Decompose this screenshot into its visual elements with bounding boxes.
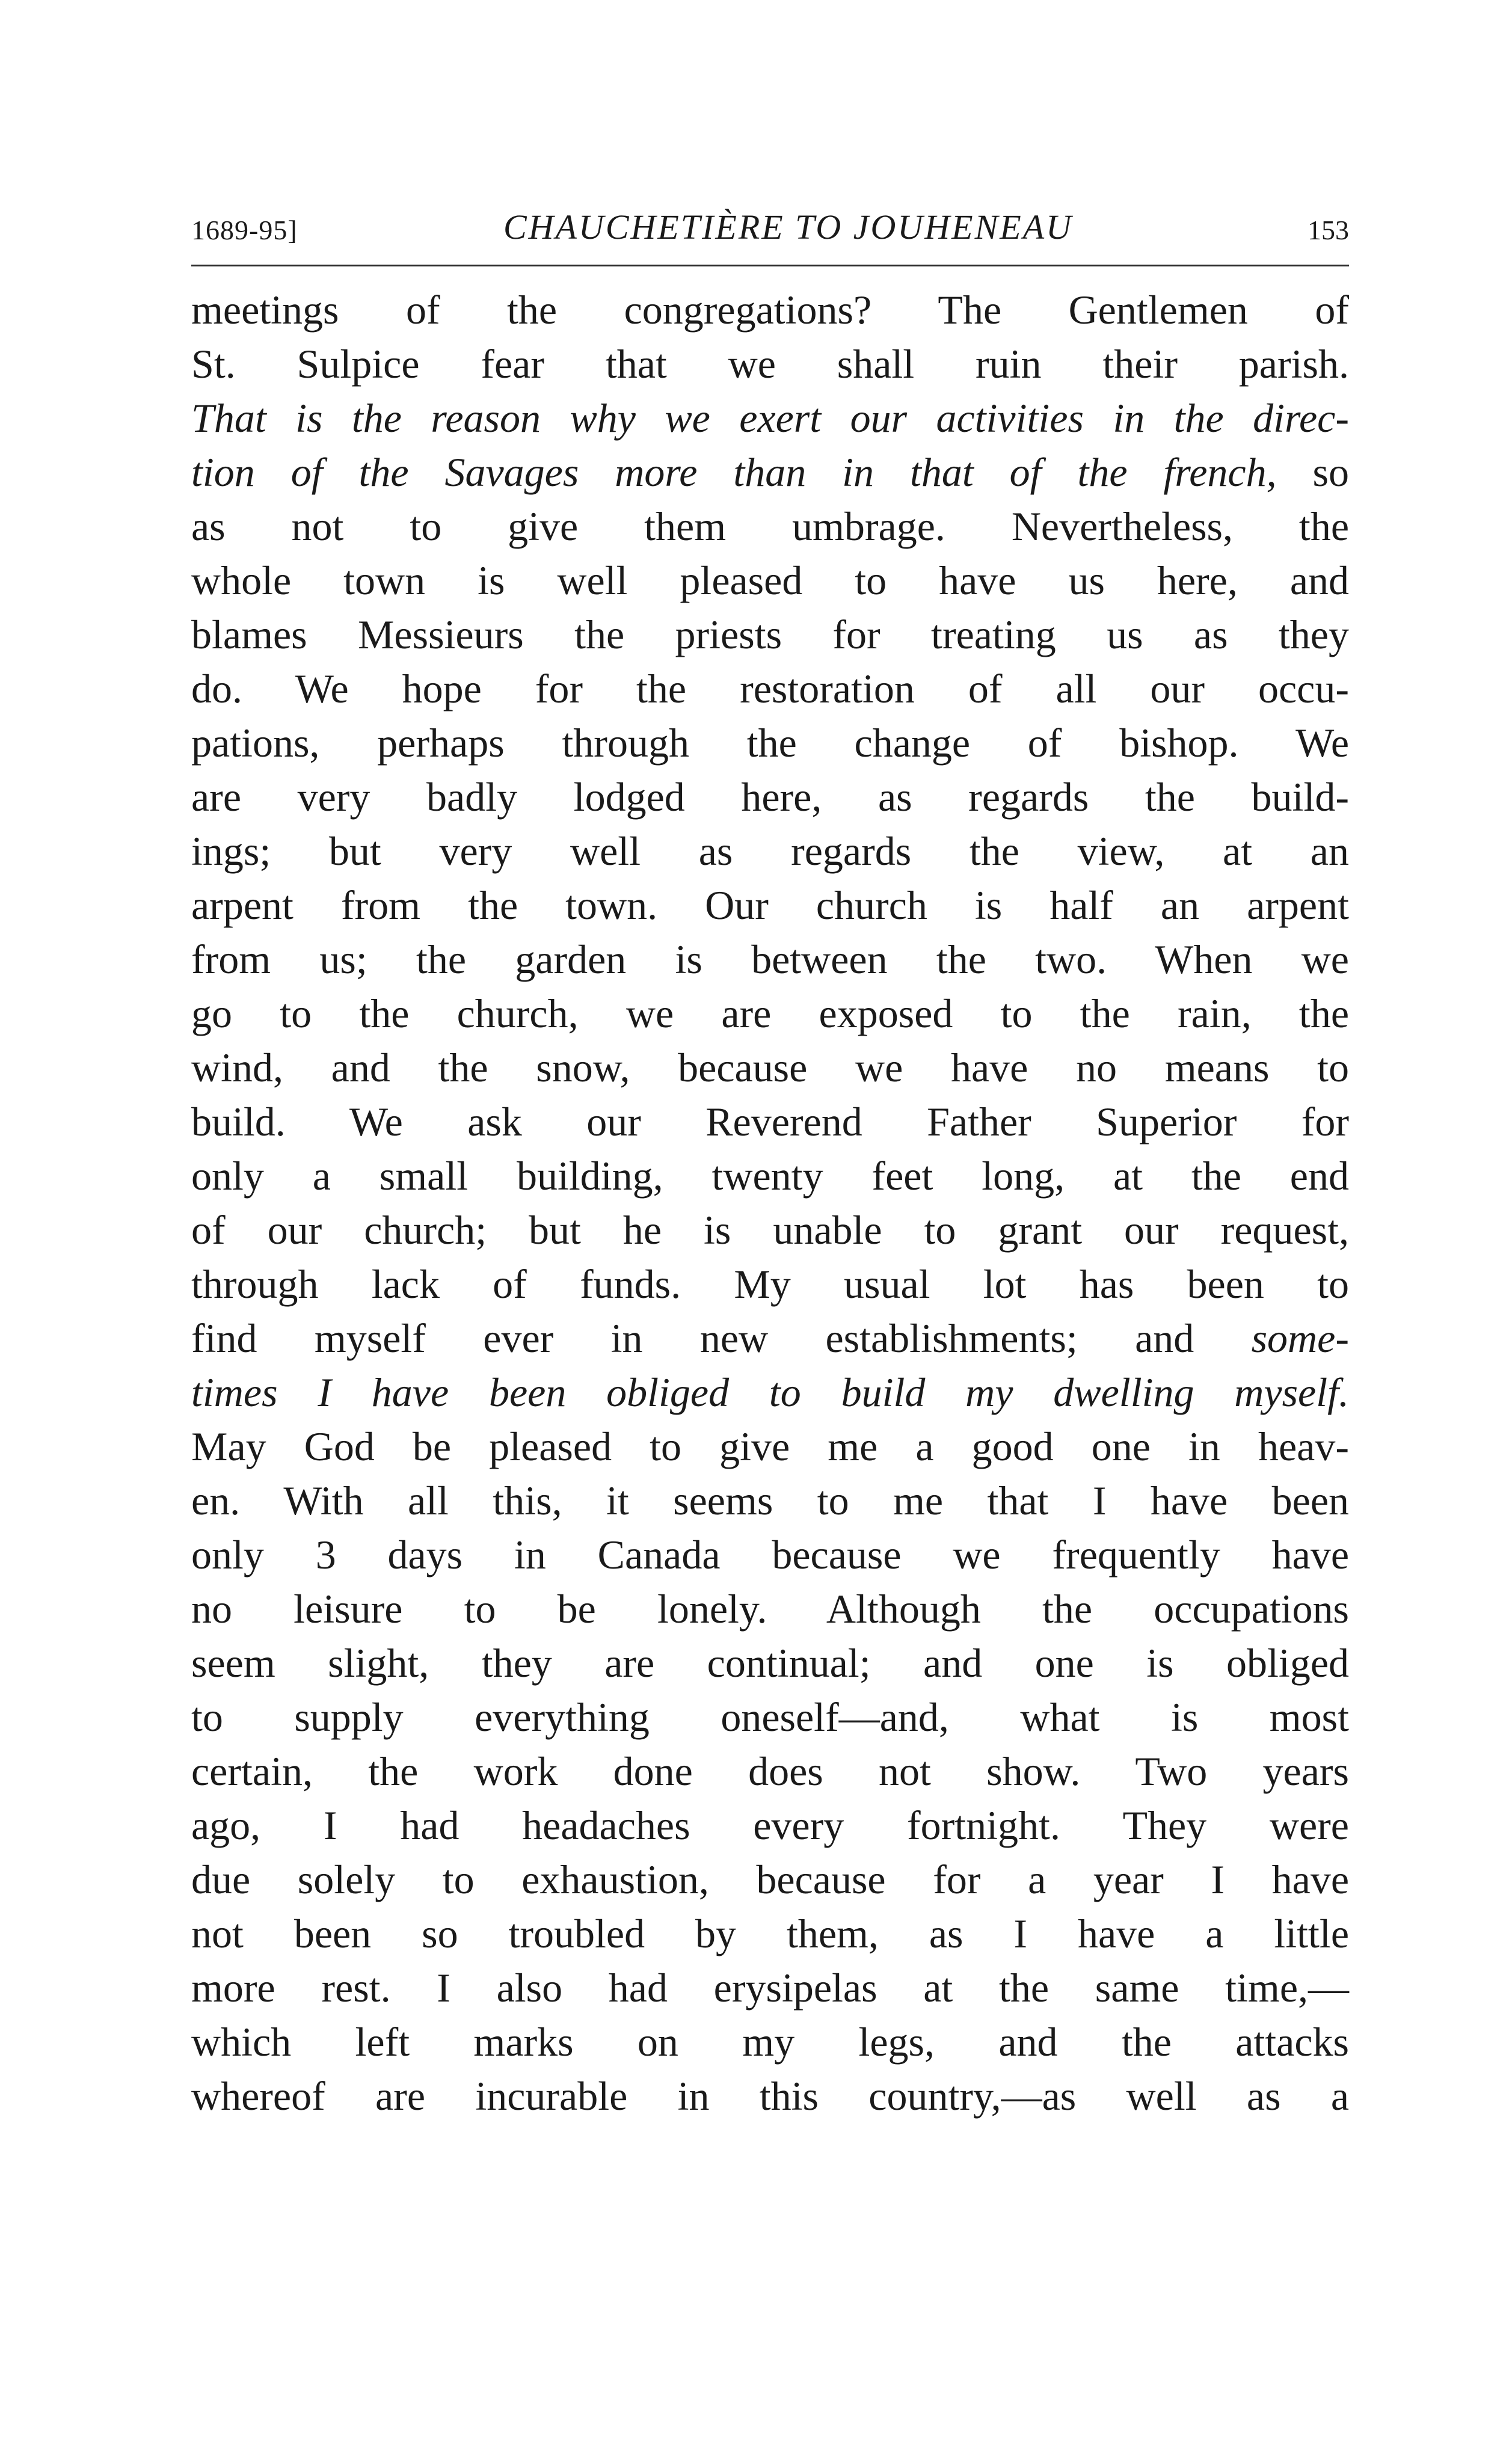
text-segment: to supply everything oneself—and, what is most xyxy=(191,1694,1349,1740)
text-segment: are very badly lodged here, as regards the build- xyxy=(191,774,1349,820)
text-line xyxy=(191,1040,1349,1095)
text-segment: go to the church, we are exposed to the rain, the xyxy=(191,991,1349,1036)
text-line xyxy=(191,1744,1349,1798)
text-line xyxy=(191,283,1349,337)
text-segment: build. We ask our Reverend Father Superior for xyxy=(191,1099,1349,1145)
date-range: 1689-95] xyxy=(191,215,298,245)
text-segment: only a small building, twenty feet long, at the end xyxy=(191,1153,1349,1199)
text-line xyxy=(191,1690,1349,1744)
text-segment: times I have been obliged to build my dwelling myself. xyxy=(191,1369,1349,1415)
text-line xyxy=(191,662,1349,716)
text-segment: only 3 days in Canada because we frequently have xyxy=(191,1532,1349,1578)
text-line xyxy=(191,1419,1349,1473)
running-header xyxy=(191,203,1349,257)
text-line xyxy=(191,1311,1349,1365)
text-line xyxy=(191,1528,1349,1582)
text-line xyxy=(191,2015,1349,2069)
text-line xyxy=(191,1149,1349,1203)
page-number: 153 xyxy=(1308,215,1349,245)
text-line xyxy=(191,716,1349,770)
text-segment: which left marks on my legs, and the attacks xyxy=(191,2019,1349,2065)
text-segment: en. With all this, it seems to me that I have been xyxy=(191,1478,1349,1523)
text-segment: seem slight, they are continual; and one is obliged xyxy=(191,1640,1349,1686)
text-segment: wind, and the snow, because we have no means to xyxy=(191,1045,1349,1090)
text-segment: through lack of funds. My usual lot has been to xyxy=(191,1261,1349,1307)
text-segment: arpent from the town. Our church is half an arpent xyxy=(191,882,1349,928)
text-segment: from us; the garden is between the two. When we xyxy=(191,936,1349,982)
text-segment: May God be pleased to give me a good one in heav- xyxy=(191,1424,1349,1469)
text-line xyxy=(191,499,1349,553)
text-segment: ago, I had headaches every fortnight. They were xyxy=(191,1802,1349,1848)
text-segment: meetings of the congregations? The Gentlemen of xyxy=(191,287,1349,333)
text-segment: some- xyxy=(1251,1315,1349,1361)
text-line xyxy=(191,932,1349,986)
text-line xyxy=(191,1473,1349,1528)
text-line xyxy=(191,391,1349,445)
text-line xyxy=(191,553,1349,607)
text-segment: not been so troubled by them, as I have a little xyxy=(191,1911,1349,1956)
text-line xyxy=(191,2069,1349,2123)
text-segment: no leisure to be lonely. Although the occupations xyxy=(191,1586,1349,1632)
text-line xyxy=(191,1095,1349,1149)
text-line xyxy=(191,1961,1349,2015)
text-segment: of our church; but he is unable to grant our request, xyxy=(191,1207,1349,1253)
header-rule xyxy=(191,265,1349,266)
text-segment: tion of the Savages more than in that of the french, xyxy=(191,449,1277,495)
body-text xyxy=(191,283,1349,2123)
text-line xyxy=(191,445,1349,499)
text-line xyxy=(191,1636,1349,1690)
text-segment: St. Sulpice fear that we shall ruin their parish. xyxy=(191,341,1349,387)
text-segment: ings; but very well as regards the view, at an xyxy=(191,828,1349,874)
text-segment: whole town is well pleased to have us here, and xyxy=(191,558,1349,603)
text-line xyxy=(191,1798,1349,1852)
text-segment: blames Messieurs the priests for treating us as they xyxy=(191,612,1349,657)
text-line xyxy=(191,1203,1349,1257)
text-line xyxy=(191,337,1349,391)
text-line xyxy=(191,1906,1349,1961)
text-segment: due solely to exhaustion, because for a year I have xyxy=(191,1857,1349,1902)
text-segment: find myself ever in new establishments; and xyxy=(191,1315,1252,1361)
text-line xyxy=(191,824,1349,878)
text-segment: as not to give them umbrage. Nevertheless, the xyxy=(191,503,1349,549)
text-line xyxy=(191,878,1349,932)
text-segment: pations, perhaps through the change of bishop. We xyxy=(191,720,1349,766)
text-segment: That is the reason why we exert our activities in the direc- xyxy=(191,395,1349,441)
text-line xyxy=(191,986,1349,1040)
text-segment: certain, the work done does not show. Two years xyxy=(191,1748,1349,1794)
text-line xyxy=(191,1257,1349,1311)
text-line xyxy=(191,1365,1349,1419)
text-line xyxy=(191,770,1349,824)
text-line xyxy=(191,607,1349,662)
text-segment: so xyxy=(1276,449,1349,495)
text-segment: whereof are incurable in this country,—as well as a xyxy=(191,2073,1349,2119)
text-line xyxy=(191,1582,1349,1636)
text-segment: more rest. I also had erysipelas at the same time,— xyxy=(191,1965,1349,2011)
text-segment: do. We hope for the restoration of all our occu- xyxy=(191,666,1349,711)
text-line xyxy=(191,1852,1349,1906)
running-title: CHAUCHETIÈRE TO JOUHENEAU xyxy=(503,207,1074,247)
